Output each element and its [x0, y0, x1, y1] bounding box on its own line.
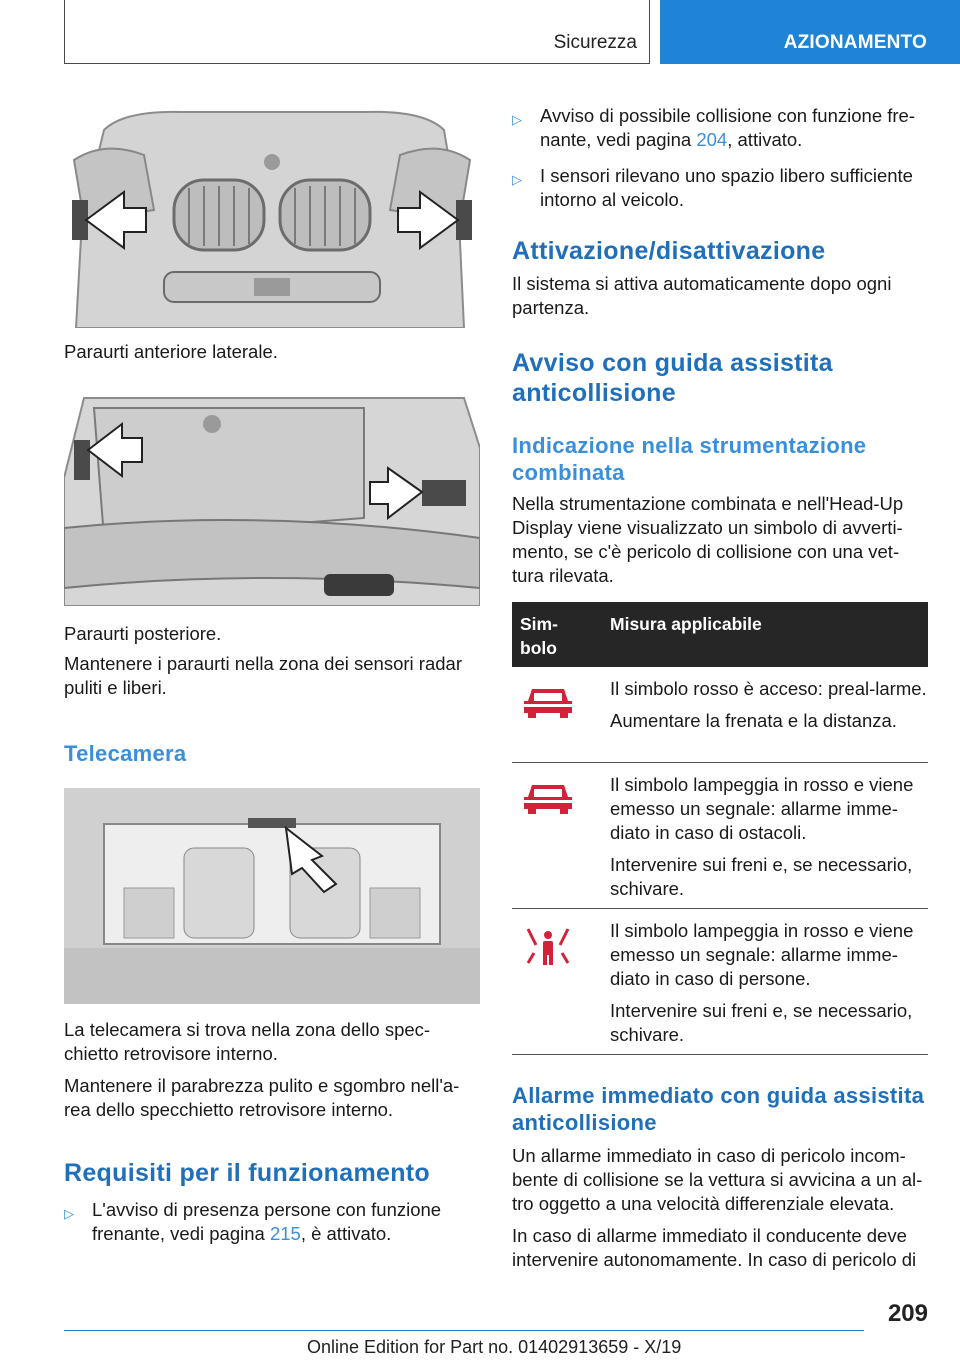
row3-text-b: Intervenire sui freni e, se necessario, schivare.	[610, 1000, 913, 1045]
car-warning-icon	[522, 783, 574, 820]
front-bumper-figure	[64, 100, 480, 328]
row1-text-a: Il simbolo rosso è acceso: preal-larme.	[610, 678, 927, 699]
pedestrian-warning-icon	[522, 925, 574, 972]
bullet-triangle-icon: ▷	[512, 172, 522, 187]
text-indicazione: Nella strumentazione combinata e nell'Head-Up Display viene visualizzato un simbolo di avverti-mento, se c'è pericolo di collisione con una vet-tura rilevata.	[512, 493, 904, 586]
heading-allarme: Allarme immediato con guida assistita anticollisione	[512, 1083, 925, 1135]
link-page-204[interactable]: 204	[696, 129, 728, 150]
bullet-sensori: ▷ I sensori rilevano uno spazio libero sufficiente intorno al veicolo.	[512, 165, 913, 210]
table-row	[512, 909, 928, 1055]
caption-front-bumper: Paraurti anteriore laterale.	[64, 341, 278, 362]
header-chapter-title: AZIONAMENTO	[783, 32, 927, 53]
table-row	[512, 763, 928, 909]
car-warning-icon	[522, 687, 574, 724]
table-row	[512, 667, 928, 763]
page-number: 209	[887, 1300, 928, 1327]
text-attivazione: Il sistema si attiva automaticamente dopo ogni partenza.	[512, 273, 892, 318]
row2-text-a: Il simbolo lampeggia in rosso e viene emesso un segnale: allarme imme-diato in caso di ostacoli.	[610, 774, 914, 843]
row1-text-b: Aumentare la frenata e la distanza.	[610, 710, 897, 731]
table-header-symbol: Sim-bolo	[520, 614, 558, 658]
table-header-measure: Misura applicabile	[610, 614, 762, 634]
row3-text-a: Il simbolo lampeggia in rosso e viene emesso un segnale: allarme imme-diato in caso di persone.	[610, 920, 914, 989]
footer-edition: Online Edition for Part no. 01402913659 - X/19	[307, 1337, 682, 1357]
heading-avviso-guida: Avviso con guida assistita anticollisione	[512, 349, 833, 407]
heading-requisiti: Requisiti per il funzionamento	[64, 1159, 430, 1187]
heading-indicazione: Indicazione nella strumentazione combinata	[512, 433, 867, 485]
bullet-triangle-icon: ▷	[64, 1206, 74, 1221]
heading-attivazione: Attivazione/disattivazione	[512, 237, 826, 265]
table-header	[512, 602, 928, 667]
row2-text-b: Intervenire sui freni e, se necessario, schivare.	[610, 854, 913, 899]
bullet-avviso-collisione: ▷ Avviso di possibile collisione con funzione fre-nante, vedi pagina 204, attivato.	[512, 105, 915, 150]
text-allarme-1: Un allarme immediato in caso di pericolo incom-bente di collisione se la vettura si avvicina a un al-tro oggetto a una velocità differenziale elevata.	[512, 1145, 923, 1214]
symbol-table	[512, 602, 928, 1055]
bullet-avviso-persone: ▷ L'avviso di presenza persone con funzione frenante, vedi pagina 215, è attivato.	[64, 1199, 442, 1244]
link-page-215[interactable]: 215	[269, 1223, 301, 1244]
text-camera-location: La telecamera si trova nella zona dello spec-chietto retrovisore interno.	[64, 1019, 431, 1064]
bullet-triangle-icon: ▷	[512, 112, 522, 127]
footer-divider	[64, 1330, 864, 1331]
text-clean-sensors: Mantenere i paraurti nella zona dei sensori radar puliti e liberi.	[64, 653, 462, 698]
heading-telecamera: Telecamera	[64, 741, 187, 766]
header-chapter-tab[interactable]	[660, 0, 960, 64]
camera-figure	[64, 788, 480, 1004]
text-camera-clean: Mantenere il parabrezza pulito e sgombro nell'a-rea dello specchietto retrovisore interno.	[64, 1075, 460, 1120]
header-section-box	[64, 0, 650, 64]
header-section-title: Sicurezza	[553, 32, 637, 53]
caption-rear-bumper: Paraurti posteriore.	[64, 623, 222, 644]
text-allarme-2: In caso di allarme immediato il conducente deve intervenire autonomamente. In caso di pericolo di	[512, 1225, 917, 1270]
rear-bumper-figure	[64, 388, 480, 606]
